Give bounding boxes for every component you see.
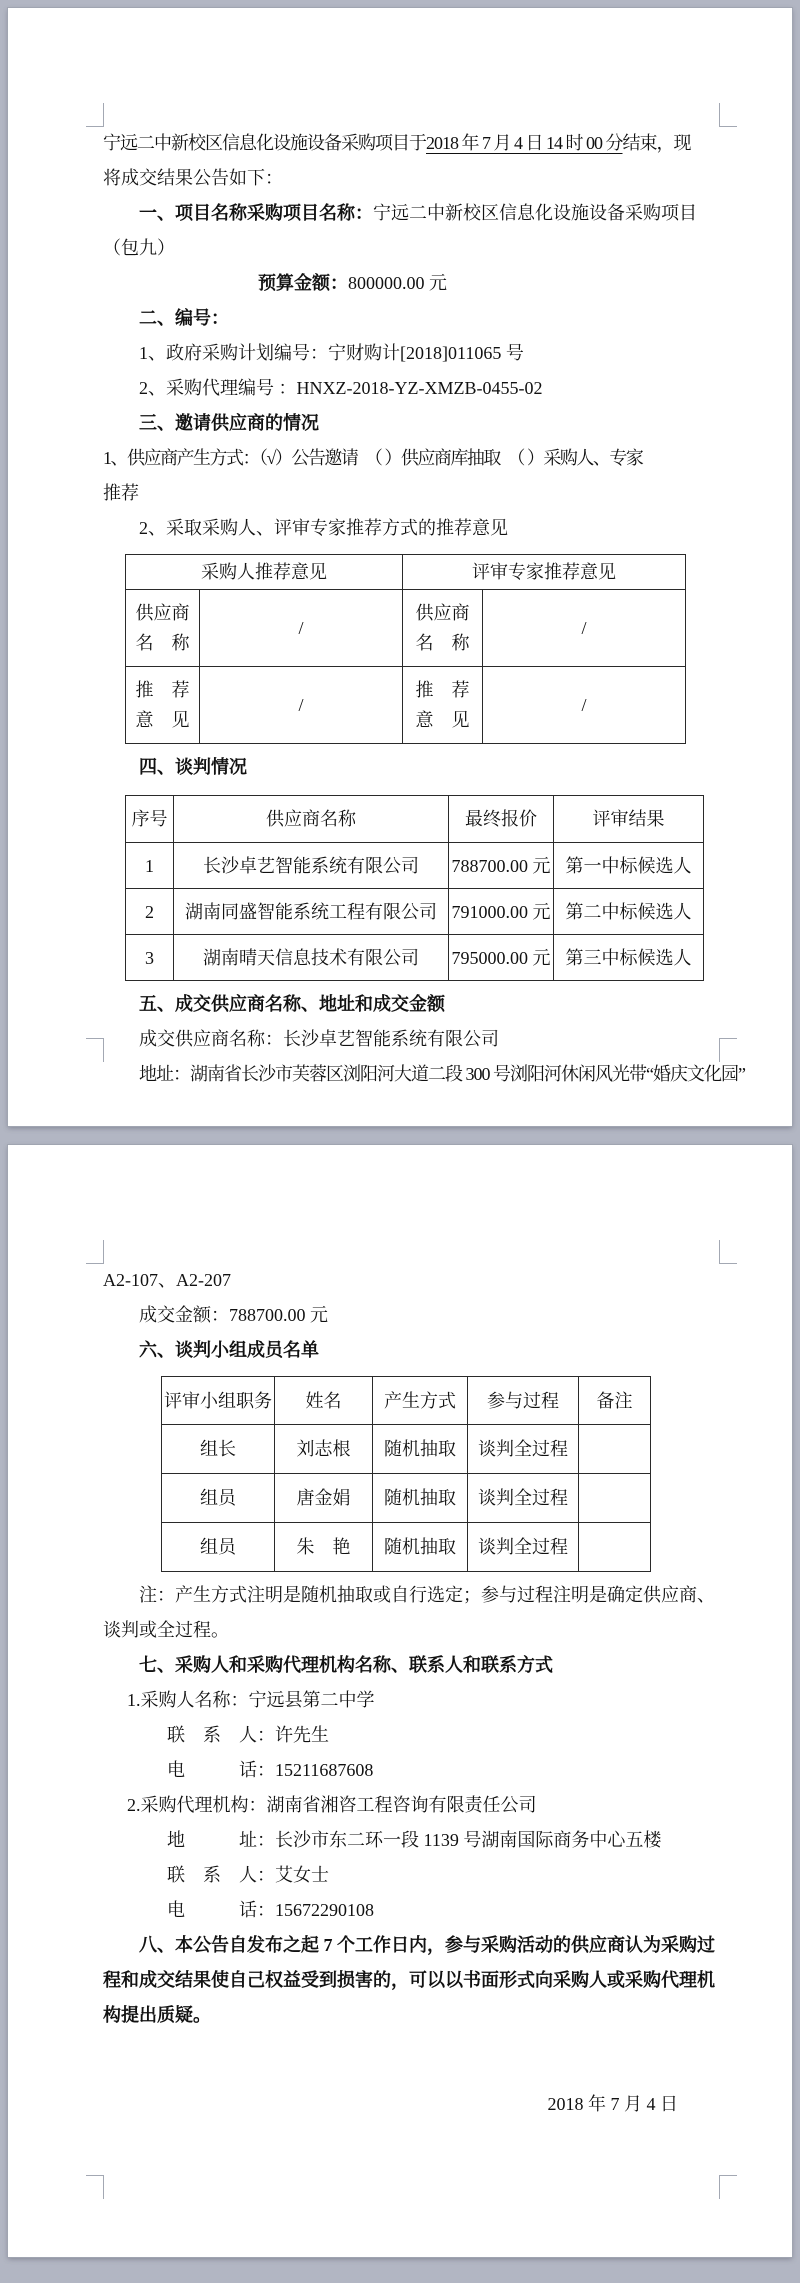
label-line: 意 见 bbox=[415, 710, 470, 730]
document-page-1 bbox=[8, 8, 792, 1126]
cell-review-result: 第一中标候选人 bbox=[554, 843, 704, 889]
intro-line-2: 将成交结果公告如下： bbox=[103, 168, 283, 188]
recommendation-table bbox=[125, 554, 686, 744]
label-supplier-name-left bbox=[126, 590, 200, 667]
value-supplier-name-right: / bbox=[483, 590, 686, 667]
text-boundary-mark-bottom-left bbox=[86, 2175, 104, 2199]
cell-seq: 1 bbox=[126, 843, 174, 889]
cell-review-result: 第三中标候选人 bbox=[554, 935, 704, 981]
winner-address-continuation: A2-107、A2-207 bbox=[103, 1270, 231, 1290]
text-boundary-mark-top-left bbox=[86, 1240, 104, 1264]
section-1-project-name bbox=[103, 196, 720, 266]
label-line: 供应商 bbox=[415, 603, 470, 623]
label-opinion-left bbox=[126, 667, 200, 744]
team-table-header-row bbox=[162, 1377, 651, 1425]
purchaser-contact-line: 联 系 人：许先生 bbox=[167, 1725, 329, 1745]
negotiation-table-row bbox=[126, 889, 704, 935]
text-boundary-mark-top-right bbox=[719, 1240, 737, 1264]
agency-phone-line: 电 话：15672290108 bbox=[167, 1900, 374, 1920]
cell-participation: 谈判全过程 bbox=[468, 1523, 579, 1572]
negotiation-result-table bbox=[125, 795, 704, 981]
intro-text-post: 结束，现 bbox=[622, 133, 691, 153]
winner-address-line: 地址：湖南省长沙市芙蓉区浏阳河大道二段 300 号浏阳河休闲风光带“婚庆文化园” bbox=[139, 1064, 745, 1084]
intro-line-1 bbox=[103, 133, 691, 153]
negotiation-table-header-row bbox=[126, 796, 704, 843]
header-method: 产生方式 bbox=[373, 1377, 468, 1425]
label-opinion-right bbox=[403, 667, 483, 744]
page-1-content bbox=[103, 126, 745, 1092]
header-final-price: 最终报价 bbox=[449, 796, 554, 843]
cell-seq: 3 bbox=[126, 935, 174, 981]
purchaser-name-line: 1.采购人名称：宁远县第二中学 bbox=[127, 1690, 375, 1710]
winner-supplier-line: 成交供应商名称：长沙卓艺智能系统有限公司 bbox=[139, 1029, 499, 1049]
purchaser-phone-line: 电 话：15211687608 bbox=[167, 1760, 374, 1780]
cell-final-price: 795000.00 元 bbox=[449, 935, 554, 981]
value-opinion-right: / bbox=[483, 667, 686, 744]
document-page-2 bbox=[8, 1145, 792, 2257]
agency-contact-line: 联 系 人：艾女士 bbox=[167, 1865, 329, 1885]
cell-final-price: 791000.00 元 bbox=[449, 889, 554, 935]
header-seq: 序号 bbox=[126, 796, 174, 843]
budget-value: 800000.00 元 bbox=[348, 273, 447, 293]
text-boundary-mark-bottom-left bbox=[86, 1038, 104, 1062]
recommendation-table-row-supplier-name bbox=[126, 590, 686, 667]
cell-method: 随机抽取 bbox=[373, 1474, 468, 1523]
section-5-heading: 五、成交供应商名称、地址和成交金额 bbox=[139, 994, 445, 1014]
label-line: 名 称 bbox=[415, 633, 470, 653]
section-6-heading: 六、谈判小组成员名单 bbox=[139, 1340, 319, 1360]
section-8-objection-paragraph: 八、本公告自发布之起 7 个工作日内，参与采购活动的供应商认为采购过程和成交结果使自己权益受到损害的，可以以书面形式向采购人或采购代理机构提出质疑。 bbox=[103, 1935, 715, 2025]
recommendation-table-header-row bbox=[126, 555, 686, 590]
label-line: 意 见 bbox=[135, 710, 190, 730]
cell-role: 组员 bbox=[162, 1523, 275, 1572]
section-2-item-plan-number: 1、政府采购计划编号：宁财购计[2018]011065 号 bbox=[139, 343, 524, 363]
cell-method: 随机抽取 bbox=[373, 1523, 468, 1572]
header-name: 姓名 bbox=[275, 1377, 373, 1425]
section-7-heading: 七、采购人和采购代理机构名称、联系人和联系方式 bbox=[139, 1655, 553, 1675]
page-2-content bbox=[103, 1263, 720, 2122]
label-supplier-name-right bbox=[403, 590, 483, 667]
header-participation: 参与过程 bbox=[468, 1377, 579, 1425]
header-review-result: 评审结果 bbox=[554, 796, 704, 843]
section-1-label: 一、项目名称采购项目名称： bbox=[139, 203, 373, 223]
supplier-source-wrap: 推荐 bbox=[103, 483, 139, 503]
intro-deadline-underlined: 2018 年 7 月 4 日 14 时 00 分 bbox=[426, 133, 623, 153]
team-table-row bbox=[162, 1425, 651, 1474]
label-line: 供应商 bbox=[135, 603, 190, 623]
cell-role: 组长 bbox=[162, 1425, 275, 1474]
cell-seq: 2 bbox=[126, 889, 174, 935]
text-boundary-mark-top-left bbox=[86, 103, 104, 127]
cell-final-price: 788700.00 元 bbox=[449, 843, 554, 889]
header-role: 评审小组职务 bbox=[162, 1377, 275, 1425]
budget-line bbox=[103, 266, 720, 301]
cell-remark bbox=[579, 1425, 651, 1474]
team-table-note: 注：产生方式注明是随机抽取或自行选定；参与过程注明是确定供应商、谈判或全过程。 bbox=[103, 1585, 715, 1640]
cell-supplier: 湖南同盛智能系统工程有限公司 bbox=[174, 889, 449, 935]
cell-remark bbox=[579, 1523, 651, 1572]
section-4-heading: 四、谈判情况 bbox=[139, 757, 247, 777]
header-supplier: 供应商名称 bbox=[174, 796, 449, 843]
header-expert-opinion: 评审专家推荐意见 bbox=[403, 555, 686, 590]
label-line: 名 称 bbox=[135, 633, 190, 653]
intro-paragraph bbox=[103, 126, 720, 196]
team-table-row bbox=[162, 1474, 651, 1523]
header-purchaser-opinion: 采购人推荐意见 bbox=[126, 555, 403, 590]
section-1-value: 宁远二中新校区信息化设施设备采购项目（包九） bbox=[103, 203, 697, 258]
cell-method: 随机抽取 bbox=[373, 1425, 468, 1474]
agency-address-line: 地 址：长沙市东二环一段 1139 号湖南国际商务中心五楼 bbox=[167, 1830, 662, 1850]
text-boundary-mark-top-right bbox=[719, 103, 737, 127]
section-2-heading: 二、编号： bbox=[139, 308, 229, 328]
agency-name-line: 2.采购代理机构：湖南省湘咨工程咨询有限责任公司 bbox=[127, 1795, 537, 1815]
label-line: 推 荐 bbox=[415, 680, 470, 700]
value-supplier-name-left: / bbox=[200, 590, 403, 667]
supplier-source-options: 1、供应商产生方式：（√）公告邀请 （ ）供应商库抽取 （ ）采购人、专家 bbox=[103, 448, 643, 468]
cell-role: 组员 bbox=[162, 1474, 275, 1523]
header-remark: 备注 bbox=[579, 1377, 651, 1425]
cell-participation: 谈判全过程 bbox=[468, 1474, 579, 1523]
cell-supplier: 湖南晴天信息技术有限公司 bbox=[174, 935, 449, 981]
team-table-row bbox=[162, 1523, 651, 1572]
intro-text-pre: 宁远二中新校区信息化设施设备采购项目于 bbox=[103, 133, 426, 153]
negotiation-table-row bbox=[126, 843, 704, 889]
supplier-source-line bbox=[103, 441, 720, 511]
cell-participation: 谈判全过程 bbox=[468, 1425, 579, 1474]
cell-remark bbox=[579, 1474, 651, 1523]
cell-name: 朱 艳 bbox=[275, 1523, 373, 1572]
cell-name: 刘志根 bbox=[275, 1425, 373, 1474]
budget-label: 预算金额： bbox=[258, 273, 348, 293]
label-line: 推 荐 bbox=[135, 680, 190, 700]
value-opinion-left: / bbox=[200, 667, 403, 744]
negotiation-team-table bbox=[161, 1376, 651, 1572]
text-boundary-mark-bottom-right bbox=[719, 2175, 737, 2199]
section-2-item-agency-number: 2、采购代理编号 ：HNXZ-2018-YZ-XMZB-0455-02 bbox=[139, 378, 543, 398]
announcement-date: 2018 年 7 月 4 日 bbox=[547, 2094, 678, 2114]
cell-review-result: 第二中标候选人 bbox=[554, 889, 704, 935]
recommendation-table-row-opinion bbox=[126, 667, 686, 744]
deal-amount-line: 成交金额：788700.00 元 bbox=[139, 1305, 328, 1325]
negotiation-table-row bbox=[126, 935, 704, 981]
recommendation-intro-line: 2、采取采购人、评审专家推荐方式的推荐意见 bbox=[139, 518, 508, 538]
section-3-heading: 三、邀请供应商的情况 bbox=[139, 413, 319, 433]
cell-name: 唐金娟 bbox=[275, 1474, 373, 1523]
cell-supplier: 长沙卓艺智能系统有限公司 bbox=[174, 843, 449, 889]
